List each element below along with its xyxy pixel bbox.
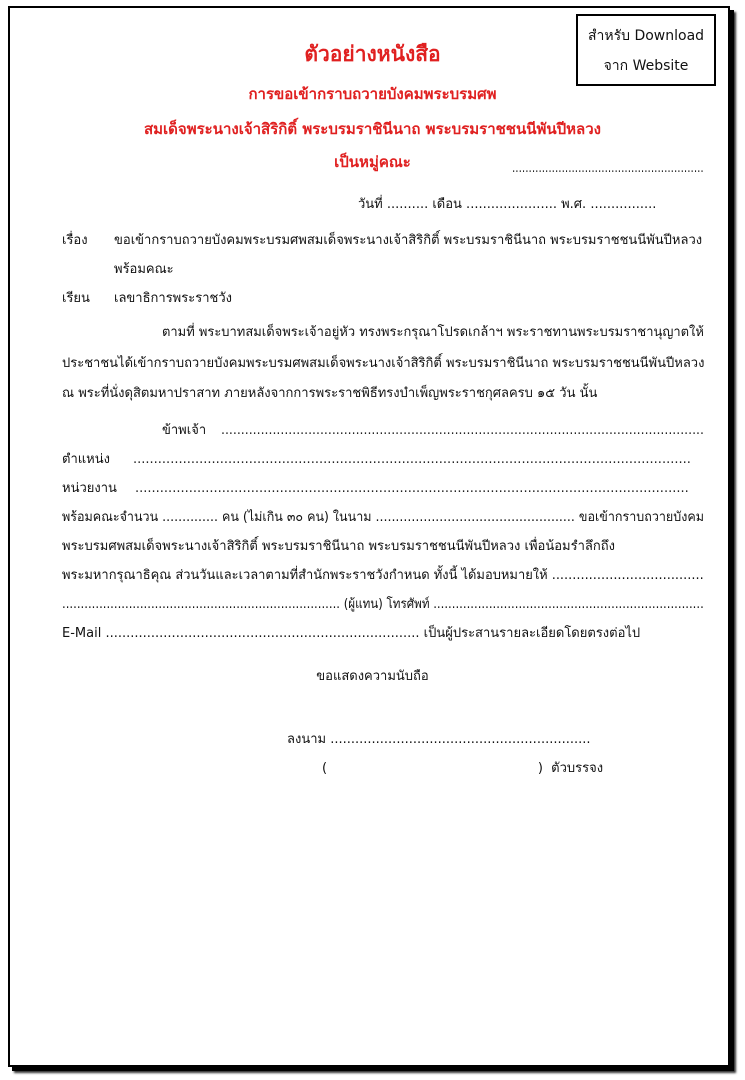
body-paragraph-line-1: ตามที่ พระบาทสมเด็จพระเจ้าอยู่หัว ทรงพระกรุณาโปรดเกล้าฯ พระราชทานพระบรมราชานุญาตให้	[162, 325, 704, 340]
subject-label: เรื่อง	[62, 233, 88, 248]
subject-text-2: พร้อมคณะ	[114, 262, 174, 277]
recipient-label: เรียน	[62, 291, 90, 306]
signature-line: ลงนาม ...............................................................	[287, 732, 591, 747]
agency-label: หน่วยงาน	[62, 481, 117, 496]
download-note-line2: จาก Website	[603, 58, 689, 74]
name-label: ข้าพเจ้า	[162, 423, 207, 438]
address-line: ..........................................................	[512, 161, 704, 176]
document-title: ตัวอย่างหนังสือ	[304, 42, 441, 66]
representative-line: ........................................................................... (ผู้แทน) โทรศัพท์ .........................................................................	[62, 597, 704, 612]
body-paragraph-line-2: ประชาชนได้เข้ากราบถวายบังคมพระบรมศพสมเด็จพระนางเจ้าสิริกิติ์ พระบรมราชินีนาถ พระบรมราชชนนีพันปีหลวง	[62, 356, 705, 371]
name-field: ..........................................................................................................................	[221, 423, 704, 438]
closing-text: ขอแสดงความนับถือ	[316, 669, 429, 684]
document-subtitle-2: สมเด็จพระนางเจ้าสิริกิติ์ พระบรมราชินีนาถ พระบรมราชชนนีพันปีหลวง	[144, 120, 601, 138]
position-field: .......................................................................................................................................	[133, 452, 691, 467]
position-label: ตำแหน่ง	[62, 452, 110, 467]
date-line: วันที่ .......... เดือน ...................... พ.ศ. ................	[358, 197, 657, 212]
recipient-text: เลขาธิการพระราชวัง	[114, 291, 232, 306]
body-form-line-2: พระบรมศพสมเด็จพระนางเจ้าสิริกิติ์ พระบรมราชินีนาถ พระบรมราชชนนีพันปีหลวง เพื่อน้อมรำลึกถึง	[62, 539, 615, 554]
document-subtitle-3: เป็นหมู่คณะ	[334, 153, 411, 171]
agency-field: ......................................................................................................................................	[135, 481, 689, 496]
download-note-line1: สำหรับ Download	[587, 28, 705, 44]
group-line: พร้อมคณะจำนวน .............. คน (ไม่เกิน ๓๐ คน) ในนาม .................................................. ขอเข้ากราบถวายบังคม	[62, 510, 705, 525]
body-paragraph-line-3: ณ พระที่นั่งดุสิตมหาปราสาท ภายหลังจากการพระราชพิธีทรงบำเพ็ญพระราชกุศลครบ ๑๕ วัน นั้น	[62, 386, 598, 401]
subject-text-1: ขอเข้ากราบถวายบังคมพระบรมศพสมเด็จพระนางเจ้าสิริกิติ์ พระบรมราชินีนาถ พระบรมราชชนนีพันปีหลวง	[114, 233, 703, 248]
body-form-line-3: พระมหากรุณาธิคุณ ส่วนวันและเวลาตามที่สำนักพระราชวังกำหนด ทั้งนี้ ได้มอบหมายให้ .....................................	[62, 568, 704, 583]
email-line: E-Mail ............................................................................ เป็นผู้ประสานรายละเอียดโดยตรงต่อไป	[62, 626, 641, 641]
document-subtitle-1: การขอเข้ากราบถวายบังคมพระบรมศพ	[248, 85, 497, 103]
signature-name-line: ( ) ตัวบรรจง	[322, 761, 604, 776]
